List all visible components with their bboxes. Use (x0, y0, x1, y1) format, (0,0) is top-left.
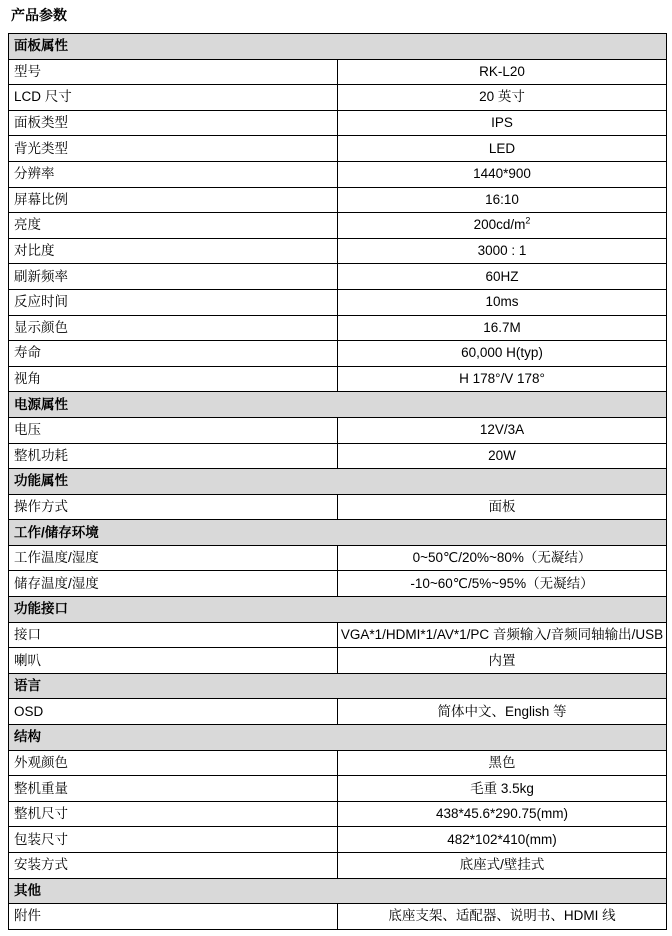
spec-value (338, 648, 667, 674)
spec-value (338, 827, 667, 853)
spec-label: 型号 (9, 59, 338, 85)
spec-label: 屏幕比例 (9, 187, 338, 213)
table-row (9, 238, 667, 264)
section-header-row (9, 520, 667, 546)
table-row (9, 750, 667, 776)
page-title: 产品参数 (11, 7, 67, 23)
spec-value-text: H 178°/V 178° (459, 371, 545, 387)
spec-value-text: -10~60℃/5%~95%（无凝结） (410, 575, 594, 591)
spec-label: 整机重量 (9, 776, 338, 802)
spec-value (338, 699, 667, 725)
spec-label: 包装尺寸 (9, 827, 338, 853)
table-row (9, 648, 667, 674)
spec-value-text: 内置 (488, 652, 516, 668)
table-row (9, 827, 667, 853)
spec-value-text: 16:10 (485, 191, 519, 207)
spec-value (338, 443, 667, 469)
spec-value-text: 黑色 (488, 754, 516, 770)
spec-value (338, 238, 667, 264)
spec-value (338, 366, 667, 392)
table-row (9, 85, 667, 111)
spec-value-text: 0~50℃/20%~80%（无凝结） (412, 550, 592, 566)
spec-value (338, 213, 667, 239)
spec-label: 接口 (9, 622, 338, 648)
spec-value-text: IPS (491, 115, 513, 131)
spec-value (338, 904, 667, 930)
spec-value (338, 776, 667, 802)
table-row (9, 699, 667, 725)
table-row (9, 417, 667, 443)
spec-label: 电压 (9, 417, 338, 443)
spec-label: 亮度 (9, 213, 338, 239)
table-row (9, 545, 667, 571)
table-row (9, 341, 667, 367)
spec-label: 寿命 (9, 341, 338, 367)
spec-value-text: 20W (488, 447, 516, 463)
table-row (9, 110, 667, 136)
spec-label: 整机尺寸 (9, 801, 338, 827)
spec-label: 显示颜色 (9, 315, 338, 341)
spec-label: OSD (9, 699, 338, 725)
table-row (9, 494, 667, 520)
spec-value-text: 12V/3A (479, 422, 525, 438)
spec-value-text: 10ms (485, 294, 519, 310)
spec-label: 反应时间 (9, 289, 338, 315)
table-row (9, 161, 667, 187)
spec-table (8, 33, 667, 930)
spec-label: 工作温度/湿度 (9, 545, 338, 571)
spec-value (338, 545, 667, 571)
spec-value (338, 315, 667, 341)
spec-value-text: RK-L20 (479, 63, 525, 79)
table-row (9, 622, 667, 648)
table-row (9, 59, 667, 85)
spec-value-text: 简体中文、English 等 (437, 703, 567, 719)
spec-value (338, 264, 667, 290)
table-row (9, 853, 667, 879)
spec-value-text: LED (488, 140, 516, 156)
spec-value (338, 417, 667, 443)
spec-table-body (9, 34, 667, 930)
section-header-row (9, 673, 667, 699)
spec-label: 面板类型 (9, 110, 338, 136)
section-header: 面板属性 (9, 34, 667, 60)
spec-label: 附件 (9, 904, 338, 930)
section-header-row (9, 597, 667, 623)
spec-label: 刷新频率 (9, 264, 338, 290)
spec-value-text: 200cd/m (473, 217, 526, 233)
spec-label: 喇叭 (9, 648, 338, 674)
section-header-row (9, 34, 667, 60)
spec-label: 视角 (9, 366, 338, 392)
spec-value (338, 622, 667, 648)
table-row (9, 571, 667, 597)
spec-value (338, 494, 667, 520)
table-row (9, 213, 667, 239)
spec-value-text: 1440*900 (473, 166, 531, 182)
spec-label: 储存温度/湿度 (9, 571, 338, 597)
spec-value (338, 750, 667, 776)
spec-value-text: 60HZ (485, 268, 519, 284)
spec-value (338, 571, 667, 597)
spec-value-text: 482*102*410(mm) (447, 831, 557, 847)
spec-label: 对比度 (9, 238, 338, 264)
spec-value (338, 136, 667, 162)
table-row (9, 315, 667, 341)
spec-value-text: 底座支架、适配器、说明书、HDMI 线 (388, 908, 616, 924)
table-row (9, 443, 667, 469)
spec-label: 背光类型 (9, 136, 338, 162)
spec-label: 操作方式 (9, 494, 338, 520)
spec-label: LCD 尺寸 (9, 85, 338, 111)
spec-value (338, 85, 667, 111)
spec-value (338, 341, 667, 367)
section-header: 其他 (9, 878, 667, 904)
spec-value (338, 110, 667, 136)
spec-value-text: VGA*1/HDMI*1/AV*1/PC 音频输入/音频同轴输出/USB (340, 626, 664, 642)
spec-label: 外观颜色 (9, 750, 338, 776)
spec-label: 安装方式 (9, 853, 338, 879)
spec-value-text: 毛重 3.5kg (470, 780, 534, 796)
spec-value (338, 801, 667, 827)
spec-value-text: 面板 (488, 498, 516, 514)
spec-value (338, 289, 667, 315)
table-row (9, 289, 667, 315)
section-header: 功能属性 (9, 469, 667, 495)
spec-value-superscript: 2 (525, 215, 531, 226)
spec-value-text: 438*45.6*290.75(mm) (435, 806, 569, 822)
section-header-row (9, 469, 667, 495)
table-row (9, 904, 667, 930)
section-header-row (9, 392, 667, 418)
spec-value (338, 853, 667, 879)
spec-value-text: 60,000 H(typ) (461, 345, 543, 361)
spec-label: 整机功耗 (9, 443, 338, 469)
spec-value-text: 底座式/壁挂式 (459, 857, 545, 873)
spec-value-text: 16.7M (483, 319, 521, 335)
spec-value (338, 161, 667, 187)
spec-value (338, 187, 667, 213)
spec-value-text: 3000 : 1 (477, 243, 527, 259)
table-row (9, 187, 667, 213)
section-header: 结构 (9, 725, 667, 751)
section-header: 电源属性 (9, 392, 667, 418)
table-row (9, 264, 667, 290)
section-header: 工作/储存环境 (9, 520, 667, 546)
table-row (9, 776, 667, 802)
table-row (9, 801, 667, 827)
spec-label: 分辨率 (9, 161, 338, 187)
section-header: 功能接口 (9, 597, 667, 623)
spec-value (338, 59, 667, 85)
section-header-row (9, 725, 667, 751)
section-header-row (9, 878, 667, 904)
table-row (9, 136, 667, 162)
table-row (9, 366, 667, 392)
section-header: 语言 (9, 673, 667, 699)
spec-value-text: 20 英寸 (479, 89, 525, 105)
